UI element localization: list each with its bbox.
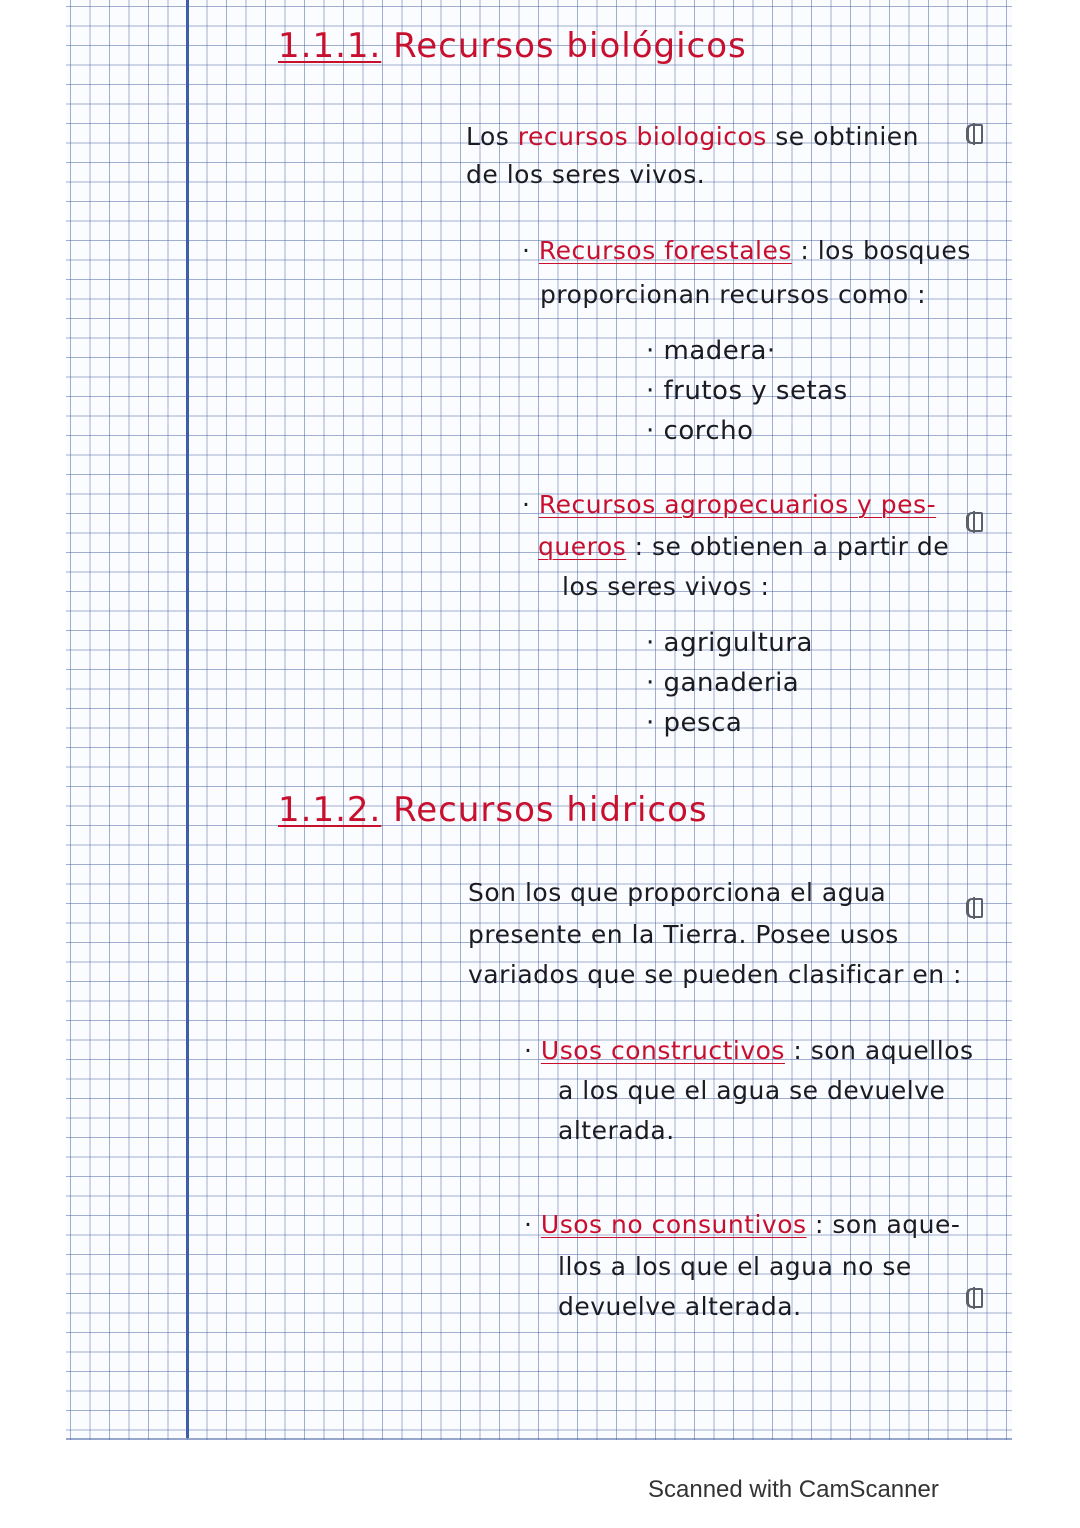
intro-text: Los — [466, 122, 510, 151]
section-2-title: Recursos hidricos — [393, 790, 708, 830]
constructive-uses-line-1 — [524, 1036, 974, 1065]
constructive-uses-line: a los que el agua se devuelve — [558, 1076, 946, 1105]
section-2-intro-line: Son los que proporciona el agua — [468, 878, 887, 907]
forest-item: · frutos y setas — [646, 376, 848, 406]
forest-resources-line-2: proporcionan recursos como : — [540, 280, 927, 309]
forest-item: · madera· — [646, 336, 776, 366]
constructive-uses-term: Usos constructivos — [540, 1036, 785, 1065]
scanner-watermark: Scanned with CamScanner — [648, 1476, 939, 1503]
forest-item: · corcho — [646, 416, 754, 446]
bullet: · — [522, 236, 531, 265]
sheet-bottom-edge — [66, 1438, 1012, 1440]
section-1-intro-line-1 — [466, 122, 919, 151]
forest-resources-term: Recursos forestales — [538, 236, 792, 265]
intro-term: recursos biologicos — [517, 122, 767, 151]
binder-hole-icon — [966, 898, 983, 918]
section-1-heading — [278, 26, 747, 66]
section-1-intro-line-2: de los seres vivos. — [466, 160, 706, 189]
section-1-title: Recursos biológicos — [393, 26, 747, 66]
binder-hole-icon — [966, 512, 983, 532]
section-2-intro-line: presente en la Tierra. Posee usos — [468, 920, 899, 949]
agro-resources-line-2 — [538, 532, 949, 561]
intro-text: se obtinien — [775, 122, 920, 151]
non-consumptive-uses-line: devuelve alterada. — [558, 1292, 802, 1321]
non-consumptive-uses-term: Usos no consuntivos — [540, 1210, 807, 1239]
agro-item: · pesca — [646, 708, 743, 738]
forest-resources-desc: : los bosques — [800, 236, 971, 265]
constructive-uses-line: alterada. — [558, 1116, 675, 1145]
non-consumptive-uses-line: llos a los que el agua no se — [558, 1252, 912, 1281]
agro-resources-line-1 — [522, 490, 936, 519]
binder-hole-icon — [966, 1288, 983, 1308]
agro-resources-desc: : se obtienen a partir de — [634, 532, 950, 561]
section-1-number: 1.1.1. — [278, 26, 382, 66]
section-2-intro-line: variados que se pueden clasificar en : — [468, 960, 962, 989]
section-2-heading — [278, 790, 708, 830]
section-2-number: 1.1.2. — [278, 790, 382, 830]
binder-hole-icon — [966, 124, 983, 144]
agro-item: · agrigultura — [646, 628, 813, 658]
agro-resources-term: Recursos agropecuarios y pes- — [538, 490, 937, 519]
bullet: · — [524, 1036, 533, 1065]
agro-resources-line-3: los seres vivos : — [562, 572, 770, 601]
constructive-uses-desc: : son aquellos — [793, 1036, 974, 1065]
bullet: · — [522, 490, 531, 519]
non-consumptive-uses-line-1 — [524, 1210, 960, 1239]
agro-item: · ganaderia — [646, 668, 800, 698]
margin-line — [186, 0, 189, 1438]
bullet: · — [524, 1210, 533, 1239]
non-consumptive-uses-desc: : son aque- — [815, 1210, 961, 1239]
forest-resources-line-1 — [522, 236, 971, 265]
agro-resources-term-cont: queros — [538, 532, 627, 561]
